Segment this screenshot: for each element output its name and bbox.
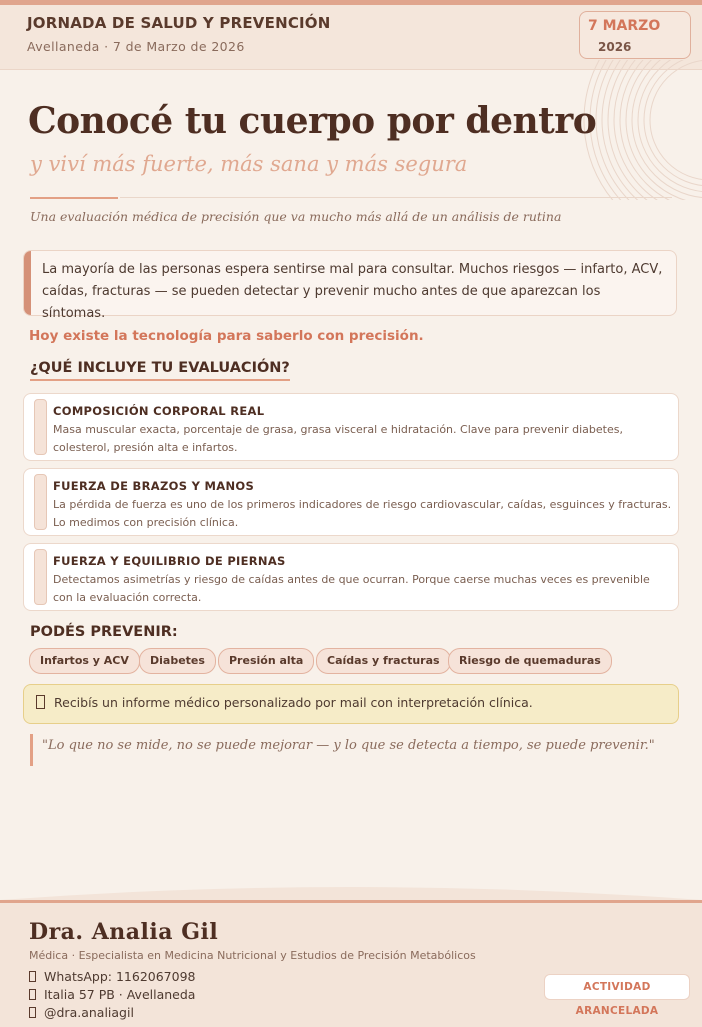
date-badge xyxy=(579,11,691,59)
intro-callout xyxy=(23,250,677,321)
location-icon xyxy=(29,989,36,1000)
paid-activity-badge: ACTIVIDAD ARANCELADA xyxy=(544,974,690,1000)
event-location-date: Avellaneda · 7 de Marzo de 2026 xyxy=(27,39,245,54)
divider xyxy=(120,197,672,198)
quote-accent-bar xyxy=(30,734,33,766)
card-text: Detectamos asimetrías y riesgo de caídas antes de que ocurran. Porque caerse muchas veces es prevenible con la evaluación correcta. xyxy=(53,573,650,604)
prevent-chip: Diabetes xyxy=(139,648,216,674)
accent-divider xyxy=(30,197,118,199)
footer xyxy=(0,900,702,1027)
whatsapp-text: WhatsApp: 1162067098 xyxy=(44,969,196,984)
card-title: FUERZA DE BRAZOS Y MANOS xyxy=(53,479,255,493)
card-accent-bar xyxy=(34,474,47,530)
hero-lead: Una evaluación médica de precisión que va mucho más allá de un análisis de rutina xyxy=(30,209,562,224)
card-accent-bar xyxy=(34,399,47,455)
contact-address xyxy=(29,987,195,1002)
phone-icon xyxy=(29,971,36,982)
event-title: JORNADA DE SALUD Y PREVENCIÓN xyxy=(27,14,331,32)
prevent-chip: Presión alta xyxy=(218,648,314,674)
includes-heading: ¿QUÉ INCLUYE TU EVALUACIÓN? xyxy=(30,360,290,381)
prevent-chip: Caídas y fracturas xyxy=(316,648,451,674)
prevent-chip: Infartos y ACV xyxy=(29,648,140,674)
card-text: La pérdida de fuerza es uno de los primeros indicadores de riesgo cardiovascular, caídas, esguinces y fracturas. Lo medimos con precisión clínica. xyxy=(53,498,672,529)
callout-accent-bar xyxy=(24,251,31,315)
report-info-text: Recibís un informe médico personalizado por mail con interpretación clínica. xyxy=(54,695,533,710)
prevent-chip: Riesgo de quemaduras xyxy=(448,648,612,674)
includes-card xyxy=(23,468,679,536)
address-text: Italia 57 PB · Avellaneda xyxy=(44,987,196,1002)
card-text: Masa muscular exacta, porcentaje de grasa, grasa visceral e hidratación. Clave para prevenir diabetes, colesterol, presión alta e infartos. xyxy=(53,423,623,454)
hero-subtitle: y viví más fuerte, más sana y más segura xyxy=(30,152,468,176)
includes-card xyxy=(23,543,679,611)
card-title: COMPOSICIÓN CORPORAL REAL xyxy=(53,404,265,418)
callout-text: La mayoría de las personas espera sentirse mal para consultar. Muchos riesgos — infarto, ACV, caídas, fracturas — se pueden detectar y prevenir mucho antes de que aparezcan los síntomas. xyxy=(42,262,663,321)
prevent-heading: PODÉS PREVENIR: xyxy=(30,624,178,640)
date-badge-day: 7 MARZO xyxy=(588,18,661,34)
document-icon xyxy=(36,695,45,709)
doctor-role: Médica · Especialista en Medicina Nutricional y Estudios de Precisión Metabólicos xyxy=(29,949,476,962)
report-info-box xyxy=(23,684,679,724)
card-accent-bar xyxy=(34,549,47,605)
instagram-icon xyxy=(29,1007,36,1018)
contact-whatsapp[interactable] xyxy=(29,969,196,984)
instagram-text: @dra.analiagil xyxy=(44,1005,134,1020)
quote-text: "Lo que no se mide, no se puede mejorar — y lo que se detecta a tiempo, se puede prevenir." xyxy=(42,738,655,753)
date-badge-year: 2026 xyxy=(598,40,632,54)
card-title: FUERZA Y EQUILIBRIO DE PIERNAS xyxy=(53,554,286,568)
highlight-text: Hoy existe la tecnología para saberlo con precisión. xyxy=(29,328,424,344)
contact-instagram[interactable] xyxy=(29,1005,134,1020)
includes-card xyxy=(23,393,679,461)
hero-title: Conocé tu cuerpo por dentro xyxy=(28,100,597,142)
doctor-name: Dra. Analia Gil xyxy=(29,919,219,945)
